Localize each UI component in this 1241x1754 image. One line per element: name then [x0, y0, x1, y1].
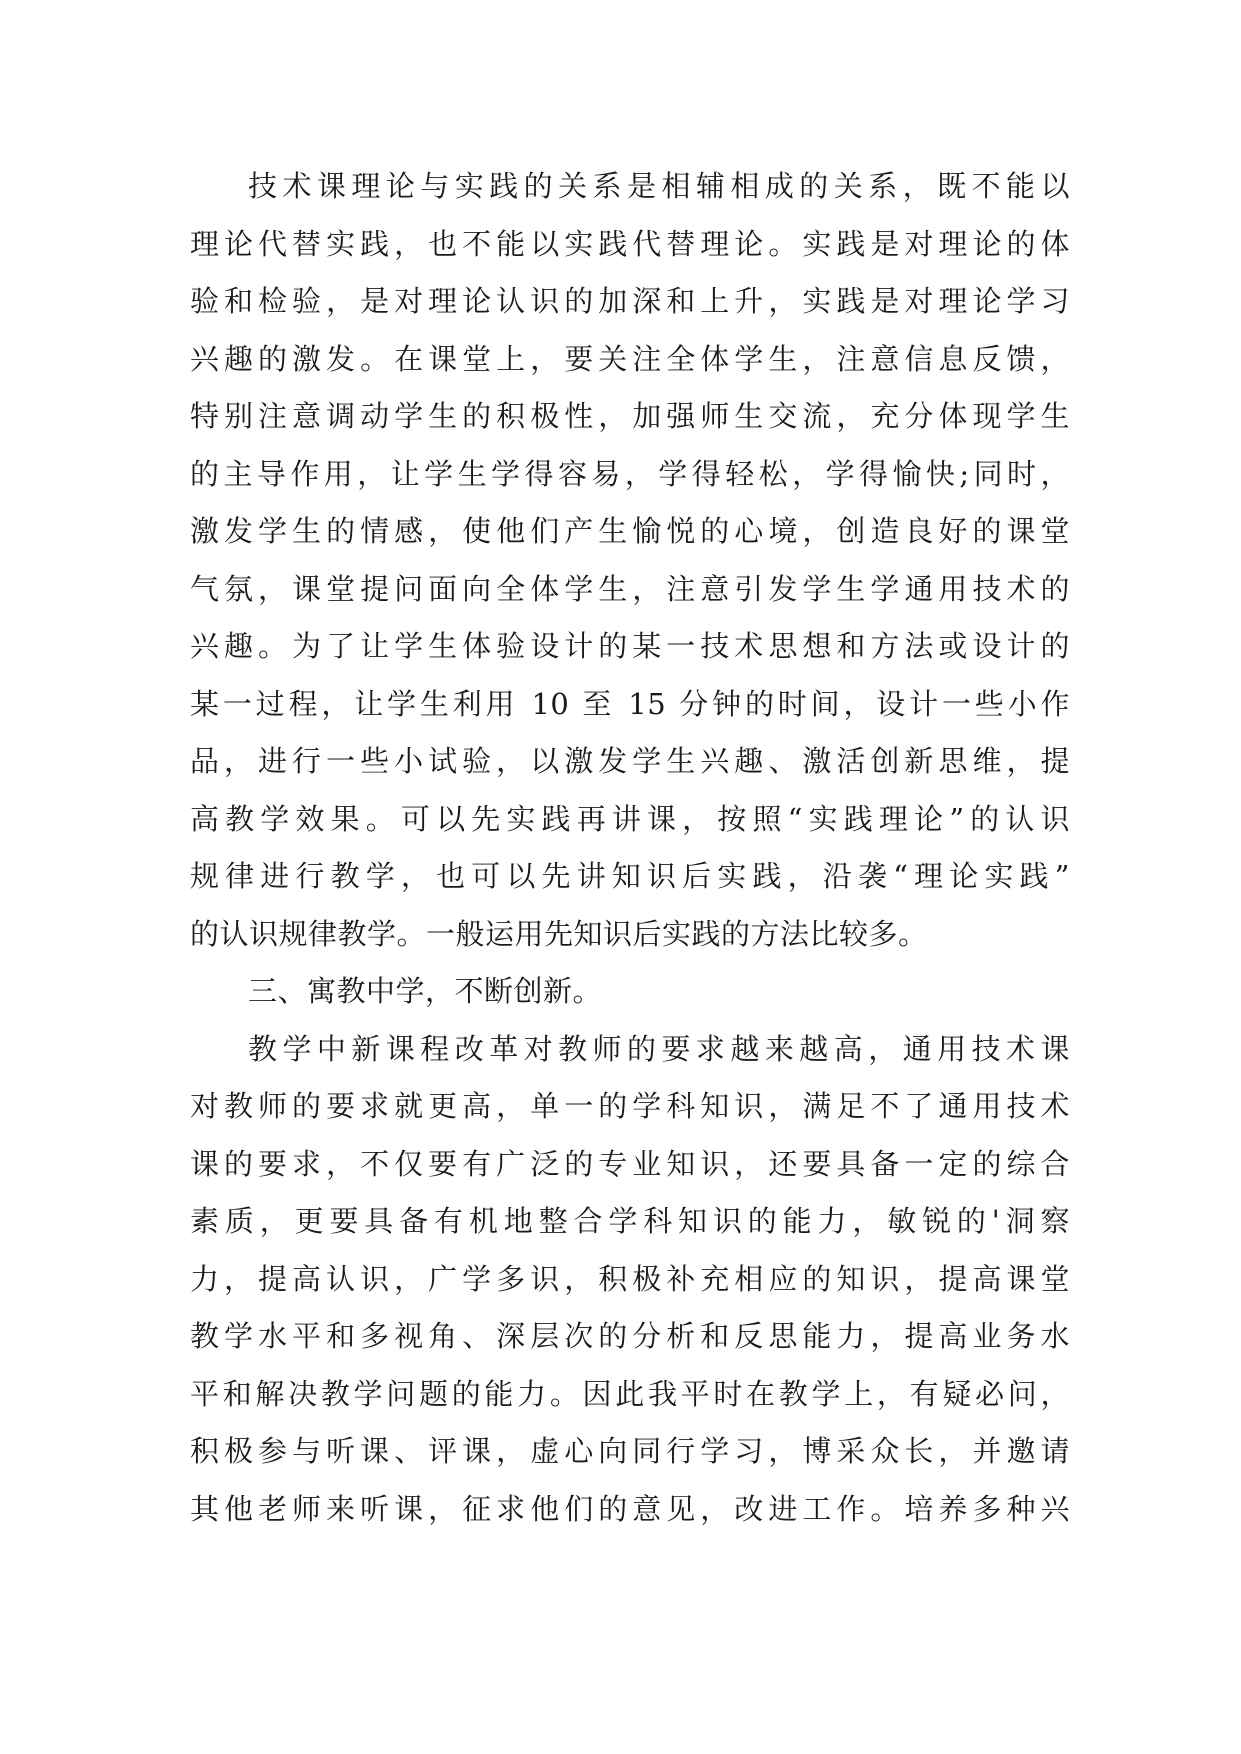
text-line: 气氛，课堂提问面向全体学生，注意引发学生学通用技术的 — [190, 571, 1070, 606]
text-line: 的认识规律教学。一般运用先知识后实践的方法比较多。 — [190, 916, 928, 951]
text-line: 的主导作用，让学生学得容易，学得轻松，学得愉快;同时， — [190, 456, 1070, 491]
text-line: 技术课理论与实践的关系是相辅相成的关系，既不能以 — [248, 169, 1070, 203]
text-line: 激发学生的情感，使他们产生愉悦的心境，创造良好的课堂 — [190, 514, 1070, 548]
body-text — [190, 158, 1070, 1538]
text-line: 品，进行一些小试验，以激发学生兴趣、激活创新思维，提 — [190, 744, 1070, 778]
text-line: 高教学效果。可以先实践再讲课，按照“实践理论”的认识 — [190, 801, 1070, 836]
text-line: 平和解决教学问题的能力。因此我平时在教学上，有疑必问， — [190, 1376, 1070, 1411]
text-line: 兴趣。为了让学生体验设计的某一技术思想和方法或设计的 — [190, 629, 1070, 663]
text-line: 验和检验，是对理论认识的加深和上升，实践是对理论学习 — [190, 284, 1070, 318]
text-line: 素质，更要具备有机地整合学科知识的能力，敏锐的'洞察 — [190, 1204, 1070, 1238]
section-heading: 三、寓教中学，不断创新。 — [248, 974, 603, 1008]
text-line: 积极参与听课、评课，虚心向同行学习，博采众长，并邀请 — [190, 1434, 1070, 1468]
text-line: 特别注意调动学生的积极性，加强师生交流，充分体现学生 — [190, 399, 1070, 433]
text-line: 理论代替实践，也不能以实践代替理论。实践是对理论的体 — [190, 226, 1070, 261]
text-line: 规律进行教学，也可以先讲知识后实践，沿袭“理论实践” — [190, 859, 1070, 893]
text-line: 力，提高认识，广学多识，积极补充相应的知识，提高课堂 — [190, 1261, 1070, 1296]
text-line: 课的要求，不仅要有广泛的专业知识，还要具备一定的综合 — [190, 1146, 1070, 1181]
text-line: 教学水平和多视角、深层次的分析和反思能力，提高业务水 — [190, 1319, 1070, 1353]
text-line: 教学中新课程改革对教师的要求越来越高，通用技术课 — [248, 1031, 1070, 1066]
text-line: 兴趣的激发。在课堂上，要关注全体学生，注意信息反馈， — [190, 341, 1070, 376]
text-line: 某一过程，让学生利用 10 至 15 分钟的时间，设计一些小作 — [190, 686, 1070, 721]
text-line: 其他老师来听课，征求他们的意见，改进工作。培养多种兴 — [190, 1491, 1070, 1526]
text-line: 对教师的要求就更高，单一的学科知识，满足不了通用技术 — [190, 1089, 1070, 1123]
